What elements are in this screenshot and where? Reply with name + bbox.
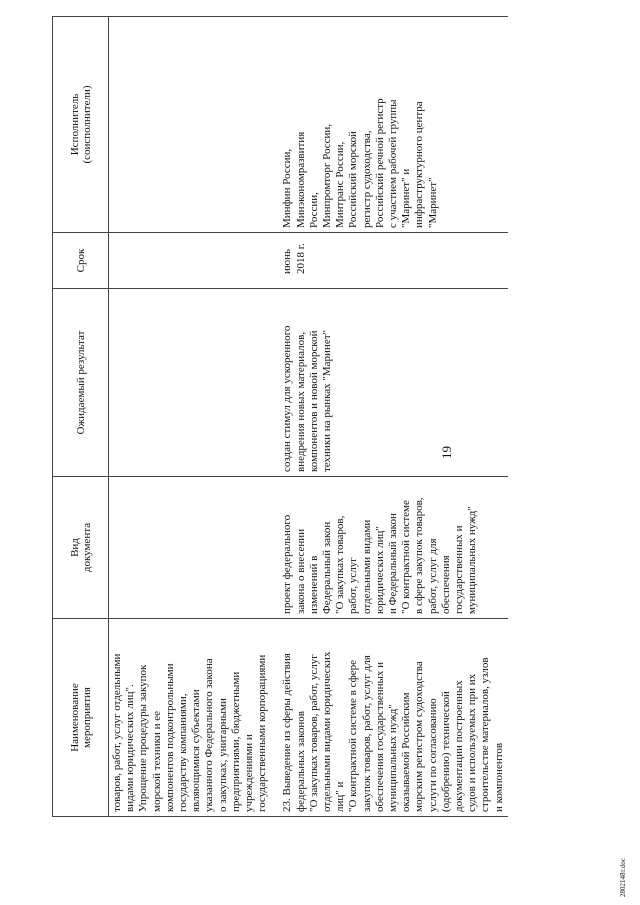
cell-text-line: техники на рынках "Маринет" bbox=[321, 329, 334, 472]
cell-text-line: мероприятия bbox=[80, 687, 93, 748]
cell-text-line: Федеральный закон bbox=[321, 521, 334, 614]
cell-text-line: регистр судоходства, bbox=[360, 130, 373, 228]
cell-text-line: "О контрактной системе bbox=[400, 500, 413, 614]
cell-result bbox=[109, 289, 272, 477]
cell-text-line: федеральных законов bbox=[294, 711, 307, 812]
cell-text-line: Российский морской bbox=[347, 131, 360, 228]
cell-text-line: отдельными видами юридических bbox=[321, 651, 334, 812]
cell-text-line: июнь bbox=[281, 248, 294, 274]
cell-text-line: Минфин России, bbox=[281, 148, 294, 228]
cell-text-line: являющимися субъектами bbox=[190, 689, 203, 812]
cell-text-line: "Маринет" bbox=[426, 177, 439, 228]
cell-text-line: внедрения новых материалов, bbox=[294, 331, 307, 472]
cell-text-line: обеспечения государственных и bbox=[373, 661, 386, 812]
cell-result bbox=[271, 289, 507, 477]
cell-text-line: судов и используемых при их bbox=[466, 673, 479, 812]
document-code: 2802148т.doc bbox=[619, 858, 627, 897]
cell-text-line: документации построенных bbox=[453, 680, 466, 812]
cell-text-line: "Маринет" и bbox=[400, 168, 413, 228]
cell-text-line: юридических лиц" bbox=[373, 526, 386, 614]
cell-name bbox=[109, 619, 272, 817]
cell-text-line: Упрощение процедуры закупок bbox=[137, 664, 150, 812]
cell-text-line: закона о внесении bbox=[294, 528, 307, 614]
cell-text-line: строительстве материалов, узлов bbox=[479, 657, 492, 812]
cell-text-line: проект федерального bbox=[281, 514, 294, 614]
cell-text-line: Минпромторг России, bbox=[321, 123, 334, 228]
cell-text-line: работ, услуг bbox=[347, 557, 360, 614]
cell-text-line: морским регистром судоходства bbox=[413, 661, 426, 812]
header-result bbox=[53, 289, 109, 477]
cell-name bbox=[271, 619, 507, 817]
cell-text-line: инфраструктурного центра bbox=[413, 101, 426, 228]
cell-text-line: и Федеральный закон bbox=[387, 513, 400, 614]
header-name bbox=[53, 619, 109, 817]
cell-text-line: "О контрактной системе в сфере bbox=[347, 660, 360, 812]
cell-text-line: (одобрению) технической bbox=[439, 691, 452, 812]
cell-executor bbox=[109, 17, 272, 233]
cell-text-line: Минэкономразвития bbox=[294, 131, 307, 228]
cell-text-line: государственных и bbox=[453, 525, 466, 614]
cell-text-line: морской техники и ее bbox=[150, 711, 163, 812]
cell-text-line: товаров, работ, услуг отдельными bbox=[111, 653, 123, 812]
cell-text-line: документа bbox=[80, 522, 93, 573]
cell-text-line: услуги по согласованию bbox=[426, 698, 439, 812]
table-row bbox=[271, 17, 507, 817]
cell-text-line: оказываемой Российским bbox=[400, 692, 413, 812]
cell-text-line: Исполнитель bbox=[68, 93, 81, 156]
cell-text-line: изменений в bbox=[307, 555, 320, 614]
cell-text-line: 2018 г. bbox=[294, 243, 307, 274]
cell-text-line: закупок товаров, работ, услуг для bbox=[360, 655, 373, 812]
cell-text-line: указанного Федерального закона bbox=[203, 658, 216, 812]
cell-text-line: обеспечения bbox=[439, 555, 452, 614]
cell-deadline bbox=[271, 233, 507, 289]
cell-text-line: муниципальных нужд" bbox=[466, 506, 479, 614]
cell-doc-type bbox=[271, 477, 507, 619]
table-header-row bbox=[53, 17, 109, 817]
cell-text-line: с участием рабочей группы bbox=[387, 99, 400, 228]
cell-text-line: муниципальных нужд" bbox=[387, 704, 400, 812]
header-executor bbox=[53, 17, 109, 233]
cell-text-line: государству компаниями, bbox=[177, 693, 190, 812]
cell-text-line: компонентов и новой морской bbox=[307, 330, 320, 472]
cell-text-line: в сфере закупок товаров, bbox=[413, 497, 426, 614]
cell-text-line: предприятиями, бюджетными bbox=[229, 671, 242, 812]
measures-table bbox=[52, 16, 508, 817]
cell-text-line: "О закупках товаров, работ, услуг bbox=[307, 654, 320, 812]
cell-text-line: лиц" и bbox=[334, 781, 347, 812]
cell-text-line: "О закупках товаров, bbox=[334, 515, 347, 614]
header-doc-type bbox=[53, 477, 109, 619]
cell-text-line: учреждениями и bbox=[243, 734, 256, 812]
cell-text-line: о закупках, унитарными bbox=[216, 698, 229, 812]
cell-text-line: компонентов подконтрольными bbox=[163, 663, 176, 812]
cell-text-line: Наименование bbox=[68, 683, 81, 752]
cell-text-line: 23. Выведение из сферы действия bbox=[281, 653, 294, 812]
table-row bbox=[109, 17, 272, 817]
cell-doc-type bbox=[109, 477, 272, 619]
cell-text-line: (соисполнители) bbox=[80, 85, 93, 164]
cell-text-line: Российский речной регистр bbox=[373, 98, 386, 228]
cell-text-line: Ожидаемый результат bbox=[74, 330, 87, 435]
cell-executor bbox=[271, 17, 507, 233]
cell-text-line: государственными корпорациями bbox=[256, 654, 269, 812]
cell-text-line: создан стимул для ускоренного bbox=[281, 325, 294, 472]
cell-text-line: Минтранс России, bbox=[334, 141, 347, 228]
cell-deadline bbox=[109, 233, 272, 289]
cell-text-line: Срок bbox=[74, 248, 87, 273]
cell-text-line: видами юридических лиц". bbox=[124, 684, 137, 812]
cell-text-line: и компонентов bbox=[492, 742, 505, 812]
cell-text-line: отдельными видами bbox=[360, 519, 373, 614]
cell-text-line: Вид bbox=[68, 538, 81, 557]
header-deadline bbox=[53, 233, 109, 289]
cell-text-line: России, bbox=[307, 192, 320, 228]
page-number: 19 bbox=[439, 446, 454, 459]
cell-text-line: работ, услуг для bbox=[426, 538, 439, 614]
